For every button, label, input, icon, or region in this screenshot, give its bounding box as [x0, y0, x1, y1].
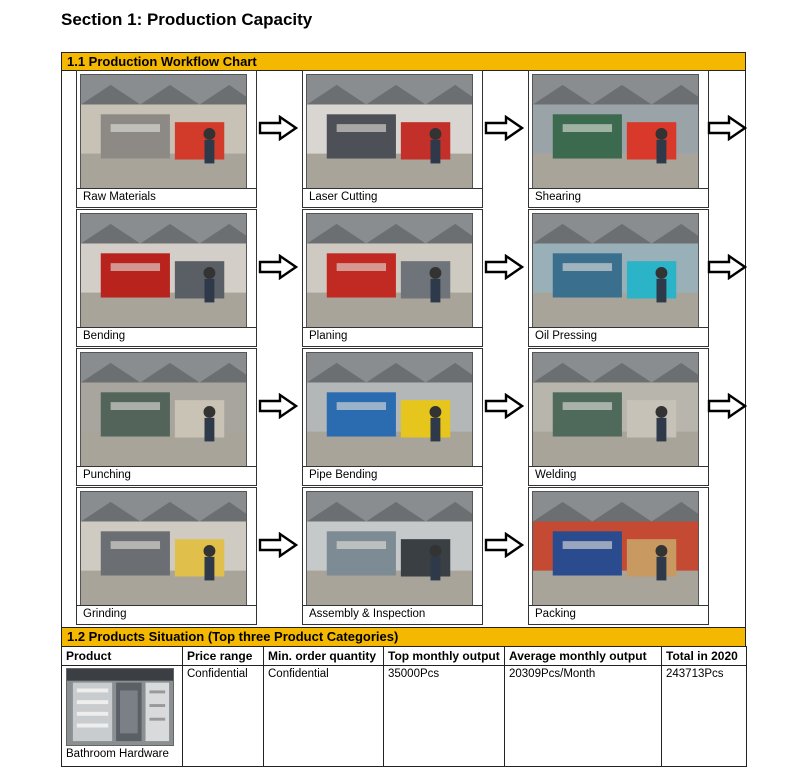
- column-header: Min. order quantity: [264, 647, 384, 666]
- right-arrow-icon: [707, 115, 747, 141]
- workflow-step-label: Assembly & Inspection: [303, 605, 482, 624]
- min-order-cell: Confidential: [264, 666, 384, 767]
- workflow-step: [528, 70, 709, 208]
- workflow-chart: [61, 70, 746, 628]
- bending-photo: [80, 213, 247, 328]
- right-arrow-icon: [258, 532, 298, 558]
- workflow-step-label: Laser Cutting: [303, 188, 482, 207]
- laser-cutting-photo: [306, 74, 473, 189]
- workflow-step: [302, 348, 483, 486]
- workflow-step: [76, 70, 257, 208]
- product-cell: [62, 666, 183, 767]
- workflow-step: [528, 487, 709, 625]
- table-row: [62, 666, 747, 767]
- products-table: [61, 646, 747, 767]
- grinding-photo: [80, 491, 247, 606]
- workflow-step: [528, 348, 709, 486]
- top-monthly-cell: 35000Pcs: [384, 666, 505, 767]
- table-header-row: [62, 647, 747, 666]
- oil-pressing-photo: [532, 213, 699, 328]
- workflow-step-label: Packing: [529, 605, 708, 624]
- raw-materials-photo: [80, 74, 247, 189]
- column-header: Price range: [183, 647, 264, 666]
- right-arrow-icon: [258, 115, 298, 141]
- workflow-step: [302, 209, 483, 347]
- right-arrow-icon: [258, 393, 298, 419]
- workflow-step-label: Shearing: [529, 188, 708, 207]
- workflow-step-label: Pipe Bending: [303, 466, 482, 485]
- page-title: Section 1: Production Capacity: [61, 10, 313, 29]
- punching-photo: [80, 352, 247, 467]
- workflow-step-label: Raw Materials: [77, 188, 256, 207]
- workflow-step-label: Grinding: [77, 605, 256, 624]
- packing-photo: [532, 491, 699, 606]
- workflow-step: [76, 487, 257, 625]
- workflow-step-label: Oil Pressing: [529, 327, 708, 346]
- right-arrow-icon: [258, 254, 298, 280]
- workflow-step: [302, 487, 483, 625]
- bathroom-hardware-photo: [66, 668, 174, 746]
- welding-photo: [532, 352, 699, 467]
- price-range-cell: Confidential: [183, 666, 264, 767]
- workflow-step-label: Planing: [303, 327, 482, 346]
- right-arrow-icon: [484, 393, 524, 419]
- right-arrow-icon: [484, 115, 524, 141]
- right-arrow-icon: [707, 254, 747, 280]
- total-2020-cell: 243713Pcs: [662, 666, 747, 767]
- workflow-step-label: Bending: [77, 327, 256, 346]
- shearing-photo: [532, 74, 699, 189]
- right-arrow-icon: [484, 532, 524, 558]
- workflow-step: [76, 209, 257, 347]
- workflow-step-label: Punching: [77, 466, 256, 485]
- workflow-step: [76, 348, 257, 486]
- right-arrow-icon: [707, 393, 747, 419]
- column-header: Total in 2020: [662, 647, 747, 666]
- product-name: Bathroom Hardware: [66, 748, 169, 760]
- right-arrow-icon: [484, 254, 524, 280]
- assembly-photo: [306, 491, 473, 606]
- column-header: Product: [62, 647, 183, 666]
- avg-monthly-cell: 20309Pcs/Month: [505, 666, 662, 767]
- pipe-bending-photo: [306, 352, 473, 467]
- products-heading: 1.2 Products Situation (Top three Product Categories): [61, 627, 746, 647]
- column-header: Average monthly output: [505, 647, 662, 666]
- workflow-step: [302, 70, 483, 208]
- planing-photo: [306, 213, 473, 328]
- workflow-heading: 1.1 Production Workflow Chart: [61, 52, 746, 71]
- workflow-step-label: Welding: [529, 466, 708, 485]
- workflow-step: [528, 209, 709, 347]
- column-header: Top monthly output: [384, 647, 505, 666]
